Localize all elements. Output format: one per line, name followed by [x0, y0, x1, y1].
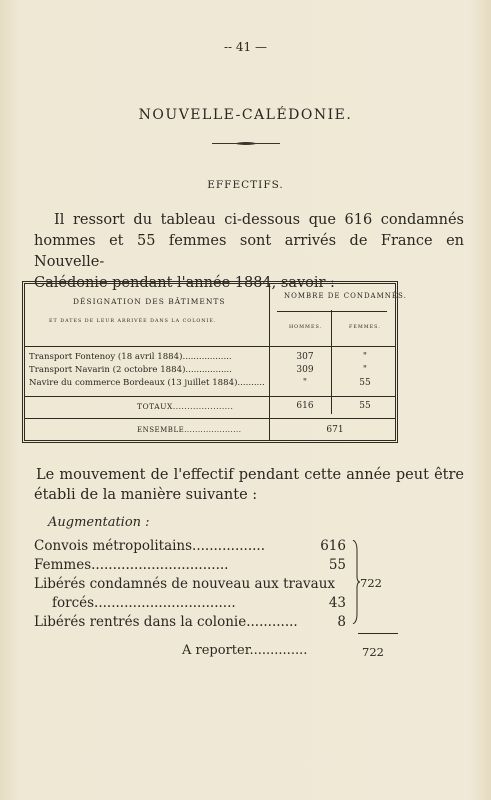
- item-rentres-value: 8: [337, 614, 346, 630]
- totals-women: 55: [359, 401, 371, 411]
- table-totals-rule: [25, 418, 395, 419]
- ensemble-label: ENSEMBLE.....................: [137, 426, 242, 434]
- row-fontenoy-label: Transport Fontenoy (18 avril 1884)..................: [29, 352, 232, 362]
- item-forces-value: 43: [328, 595, 346, 611]
- ensemble-value: 671: [326, 425, 344, 435]
- table-body-rule: [25, 396, 395, 397]
- totals-men: 616: [296, 401, 314, 411]
- header-women: FEMMES.: [349, 325, 381, 330]
- total-separator: [358, 633, 398, 634]
- table-header-rule: [25, 346, 395, 347]
- header-designation: DÉSIGNATION DES BÂTIMENTS: [73, 297, 226, 306]
- item-forces-label: forcés.................................: [52, 595, 236, 611]
- arrivals-table: [22, 281, 407, 443]
- row-navarin-men: 309: [296, 365, 314, 375]
- row-navarin-women: ": [362, 365, 368, 375]
- header-men: HOMMES.: [289, 325, 323, 330]
- right-brace: [352, 540, 360, 624]
- augmentation-heading: Augmentation :: [48, 515, 150, 530]
- intro-line-2: hommes et 55 femmes sont arrivés de France en Nouvelle-: [34, 233, 464, 270]
- item-femmes-value: 55: [328, 557, 346, 573]
- movement-line-1: Le mouvement de l'effectif pendant cette année peut être: [36, 467, 464, 483]
- report-label: A reporter..............: [182, 643, 308, 658]
- page-title: NOUVELLE-CALÉDONIE.: [138, 107, 353, 123]
- table-divider-main: [269, 284, 270, 440]
- section-heading: EFFECTIFS.: [207, 179, 284, 191]
- page-number: -- 41 —: [223, 40, 267, 54]
- title-ornament-center: [236, 142, 256, 145]
- report-value: 722: [362, 645, 384, 659]
- totals-label: TOTAUX.....................: [137, 402, 234, 411]
- movement-paragraph: [34, 465, 464, 505]
- count-header-rule: [277, 311, 387, 312]
- row-bordeaux-women: 55: [359, 378, 371, 388]
- row-bordeaux-label: Navire du commerce Bordeaux (13 juillet 1884)..........: [29, 378, 265, 388]
- row-fontenoy-women: ": [362, 352, 368, 362]
- item-liberes-label: Libérés condamnés de nouveau aux travaux: [34, 576, 336, 592]
- table-divider-cols: [331, 310, 332, 414]
- augmentation-total: 722: [360, 576, 382, 590]
- item-femmes-label: Femmes................................: [34, 557, 229, 573]
- item-rentres-label: Libérés rentrés dans la colonie............: [34, 614, 298, 630]
- intro-line-1: Il ressort du tableau ci-dessous que 616 condamnés: [54, 212, 464, 228]
- movement-line-2: établi de la manière suivante :: [34, 487, 258, 503]
- item-convois-value: 616: [320, 538, 346, 554]
- row-navarin-label: Transport Navarin (2 octobre 1884).................: [29, 365, 232, 375]
- row-fontenoy-men: 307: [296, 352, 314, 362]
- header-count: NOMBRE DE CONDAMNÉS.: [284, 292, 407, 300]
- header-dates: ET DATES DE LEUR ARRIVÉE DANS LA COLONIE.: [49, 319, 217, 324]
- item-convois-label: Convois métropolitains.................: [34, 538, 266, 554]
- row-bordeaux-men: ": [302, 378, 308, 388]
- intro-line-3: Calédonie pendant l'année 1884, savoir :: [34, 275, 335, 291]
